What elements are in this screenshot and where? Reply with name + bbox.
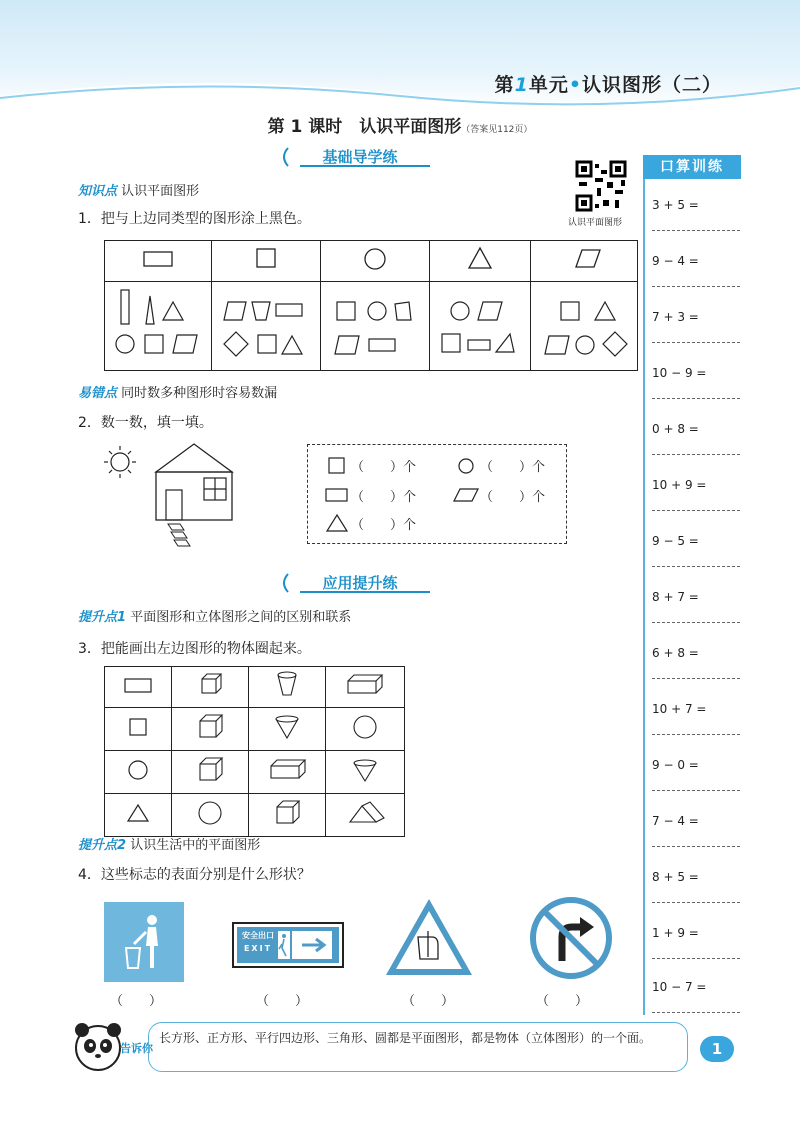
calc-item: 9 − 0 = [650, 758, 742, 814]
page-number: 1 [700, 1036, 734, 1062]
calc-item: 9 − 4 = [650, 254, 742, 310]
shapes-group-5 [531, 282, 637, 366]
target-triangle [430, 241, 530, 277]
q3-object-cube-2[interactable] [172, 708, 248, 746]
panda-mascot-icon [70, 1020, 126, 1076]
trash-bin-sign-icon [104, 902, 184, 982]
q3-object-cube[interactable] [172, 667, 248, 703]
sign-answer-2[interactable]: （ ） [256, 994, 309, 1009]
shapes-group-2 [212, 282, 320, 366]
exit-sign-cn: 安全出口 [242, 931, 274, 940]
shapes-group-4 [430, 282, 530, 366]
calc-item: 7 − 4 = [650, 814, 742, 870]
warning-triangle-sign-icon [384, 897, 474, 977]
q3-object-ball-2[interactable] [172, 794, 248, 832]
count-square-icon [327, 457, 347, 475]
target-circle [321, 241, 429, 277]
q3-object-cone[interactable] [249, 708, 325, 746]
count-parallelogram-answer[interactable]: （ ）个 [480, 490, 546, 505]
sign-answer-3[interactable]: （ ） [402, 994, 455, 1009]
question-4: 4．这些标志的表面分别是什么形状？ [78, 867, 311, 883]
shapes-group-3 [321, 282, 429, 366]
count-parallelogram-icon [452, 486, 480, 504]
q3-object-prism[interactable] [326, 794, 404, 832]
sign-answer-4[interactable]: （ ） [536, 994, 589, 1009]
knowledge-point: 知识点 认识平面图形 [78, 184, 200, 199]
qr-label: 认识平面图形 [568, 218, 623, 228]
unit-title: 第1单元•认识图形（二） [494, 74, 722, 96]
count-triangle-icon [325, 513, 349, 533]
calc-item: 10 + 7 = [650, 702, 742, 758]
q3-object-box-2[interactable] [249, 751, 325, 789]
sidebar-title: 口算训练 [643, 155, 741, 179]
calc-item: 0 + 8 = [650, 422, 742, 478]
shapes-group-1 [105, 282, 211, 366]
calc-item: 8 + 7 = [650, 590, 742, 646]
q3-target-triangle [105, 794, 171, 832]
calc-item: 7 + 3 = [650, 310, 742, 366]
calc-item: 6 + 8 = [650, 646, 742, 702]
q3-target-circle [105, 751, 171, 789]
question-1-table [104, 240, 638, 371]
calc-item: 3 + 5 = [650, 198, 742, 254]
house-picture [100, 440, 260, 552]
target-square [212, 241, 320, 277]
count-triangle-answer[interactable]: （ ）个 [351, 518, 417, 533]
exit-sign-en: EXIT [243, 944, 273, 953]
count-rectangle-answer[interactable]: （ ）个 [351, 490, 417, 505]
tip-label: 告诉你 [120, 1042, 153, 1055]
improvement-point-1: 提升点1 平面图形和立体图形之间的区别和联系 [78, 610, 352, 625]
tip-box: 长方形、正方形、平行四边形、三角形、圆都是平面图形，都是物体（立体图形）的一个面。 [148, 1022, 688, 1072]
improvement-point-2: 提升点2 认识生活中的平面图形 [78, 838, 261, 853]
question-2: 2．数一数，填一填。 [78, 415, 213, 431]
q3-object-cube-3[interactable] [172, 751, 248, 789]
common-mistake-point: 易错点 同时数多种图形时容易数漏 [78, 386, 278, 401]
count-circle-icon [456, 457, 476, 475]
q3-object-cube-4[interactable] [249, 794, 325, 832]
section-header-basic: 基础导学练 [280, 144, 440, 170]
question-1: 1．把与上边同类型的图形涂上黑色。 [78, 211, 311, 227]
q3-object-cone-2[interactable] [326, 751, 404, 789]
count-square-answer[interactable]: （ ）个 [351, 460, 417, 475]
q3-object-box[interactable] [326, 667, 404, 703]
target-rectangle [105, 241, 211, 277]
question-3: 3．把能画出左边图形的物体圈起来。 [78, 641, 311, 657]
answer-reference: （答案见112页） [461, 125, 533, 135]
calc-item: 1 + 9 = [650, 926, 742, 982]
count-circle-answer[interactable]: （ ）个 [480, 460, 546, 475]
calc-item: 8 + 5 = [650, 870, 742, 926]
calc-item: 9 − 5 = [650, 534, 742, 590]
qr-code-icon[interactable] [575, 160, 627, 212]
q3-object-ball[interactable] [326, 708, 404, 746]
q3-target-rectangle [105, 667, 171, 703]
no-right-turn-sign-icon [530, 897, 612, 979]
sign-answer-1[interactable]: （ ） [110, 994, 163, 1009]
q3-target-square [105, 708, 171, 746]
section-header-advanced: 应用提升练 [280, 570, 440, 596]
calc-item: 10 + 9 = [650, 478, 742, 534]
calc-item: 10 − 7 = [650, 980, 742, 1036]
lesson-title: 第 1 课时 认识平面图形（答案见112页） [267, 117, 533, 137]
count-rectangle-icon [324, 486, 350, 504]
question-3-table [104, 666, 405, 837]
calc-item: 10 − 9 = [650, 366, 742, 422]
q3-object-cup[interactable] [249, 667, 325, 703]
target-parallelogram [531, 241, 637, 277]
